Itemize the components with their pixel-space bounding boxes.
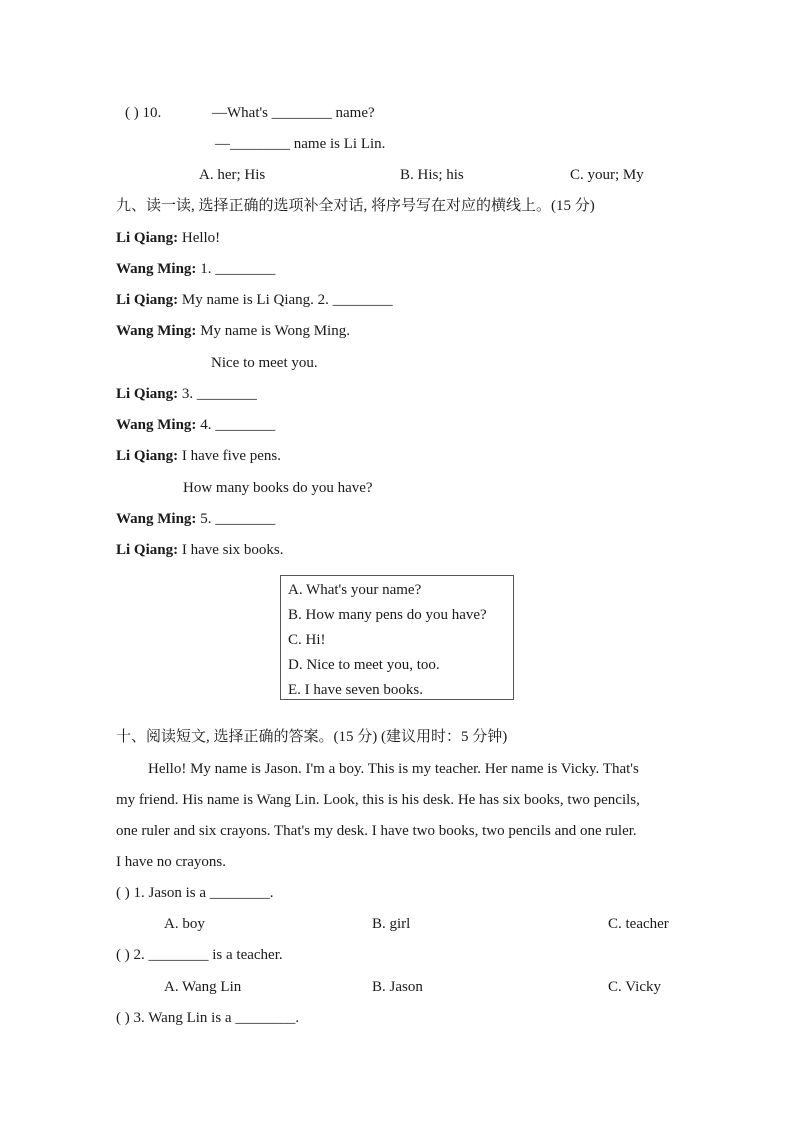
dialogue-text: 5. ________: [200, 511, 276, 527]
speaker-name: Li Qiang:: [116, 448, 179, 464]
choice-d: D. Nice to meet you, too.: [288, 657, 440, 673]
question-2-stem: ( ) 2. ________ is a teacher.: [116, 947, 283, 963]
question-2-option-b: B. Jason: [372, 979, 423, 995]
question-10-line-1: —What's ________ name?: [212, 105, 375, 121]
dialogue-text: I have six books.: [181, 542, 284, 558]
dialogue-line: [183, 479, 373, 497]
section-10-heading: 十、阅读短文, 选择正确的答案。(15 分) (建议用时：5 分钟): [116, 729, 508, 745]
speaker-name: Wang Ming:: [116, 323, 197, 339]
question-1-option-c: C. teacher: [608, 916, 669, 932]
dialogue-line: [116, 322, 350, 340]
question-10-paren: ( ) 10.: [125, 105, 162, 121]
question-10-line-2: —________ name is Li Lin.: [215, 136, 386, 152]
dialogue-line: [211, 354, 318, 372]
question-3-stem: ( ) 3. Wang Lin is a ________.: [116, 1010, 300, 1026]
dialogue-text: Hello!: [181, 230, 221, 246]
question-2-option-a: A. Wang Lin: [164, 979, 242, 995]
choice-a: A. What's your name?: [288, 582, 422, 598]
dialogue-text: 3. ________: [181, 386, 257, 402]
speaker-name: Li Qiang:: [116, 386, 179, 402]
speaker-name: Li Qiang:: [116, 292, 179, 308]
dialogue-line: [116, 260, 275, 278]
dialogue-text: My name is Li Qiang. 2. ________: [181, 292, 393, 308]
choice-box: [280, 575, 514, 700]
question-10-option-a: A. her; His: [199, 167, 266, 183]
dialogue-line: [116, 385, 257, 403]
dialogue-text: 4. ________: [200, 417, 276, 433]
dialogue-line: [116, 291, 393, 309]
question-10-option-b: B. His; his: [400, 167, 464, 183]
dialogue-text: How many books do you have?: [183, 480, 373, 496]
question-1-option-a: A. boy: [164, 916, 205, 932]
dialogue-line: [116, 447, 281, 465]
dialogue-line: [116, 229, 220, 247]
section-9-heading: 九、读一读, 选择正确的选项补全对话, 将序号写在对应的横线上。(15 分): [116, 198, 595, 214]
question-1-stem: ( ) 1. Jason is a ________.: [116, 885, 274, 901]
dialogue-line: [116, 510, 275, 528]
dialogue-text: My name is Wong Ming.: [200, 323, 350, 339]
dialogue-text: I have five pens.: [181, 448, 281, 464]
passage-line-1: Hello! My name is Jason. I'm a boy. This is my teacher. Her name is Vicky. That's: [148, 761, 639, 777]
speaker-name: Wang Ming:: [116, 261, 197, 277]
speaker-name: Li Qiang:: [116, 230, 179, 246]
passage-line-2: my friend. His name is Wang Lin. Look, this is his desk. He has six books, two pencils,: [116, 792, 640, 808]
dialogue-line: [116, 416, 275, 434]
passage-line-4: I have no crayons.: [116, 854, 226, 870]
speaker-name: Wang Ming:: [116, 511, 197, 527]
dialogue-text: Nice to meet you.: [211, 355, 318, 371]
dialogue-text: 1. ________: [200, 261, 276, 277]
choice-c: C. Hi!: [288, 632, 326, 648]
choice-e: E. I have seven books.: [288, 682, 423, 698]
choice-b: B. How many pens do you have?: [288, 607, 487, 623]
dialogue-line: [116, 541, 284, 559]
question-2-option-c: C. Vicky: [608, 979, 661, 995]
question-1-option-b: B. girl: [372, 916, 411, 932]
question-10-option-c: C. your; My: [570, 167, 644, 183]
speaker-name: Wang Ming:: [116, 417, 197, 433]
passage-line-3: one ruler and six crayons. That's my desk. I have two books, two pencils and one ruler.: [116, 823, 637, 839]
speaker-name: Li Qiang:: [116, 542, 179, 558]
